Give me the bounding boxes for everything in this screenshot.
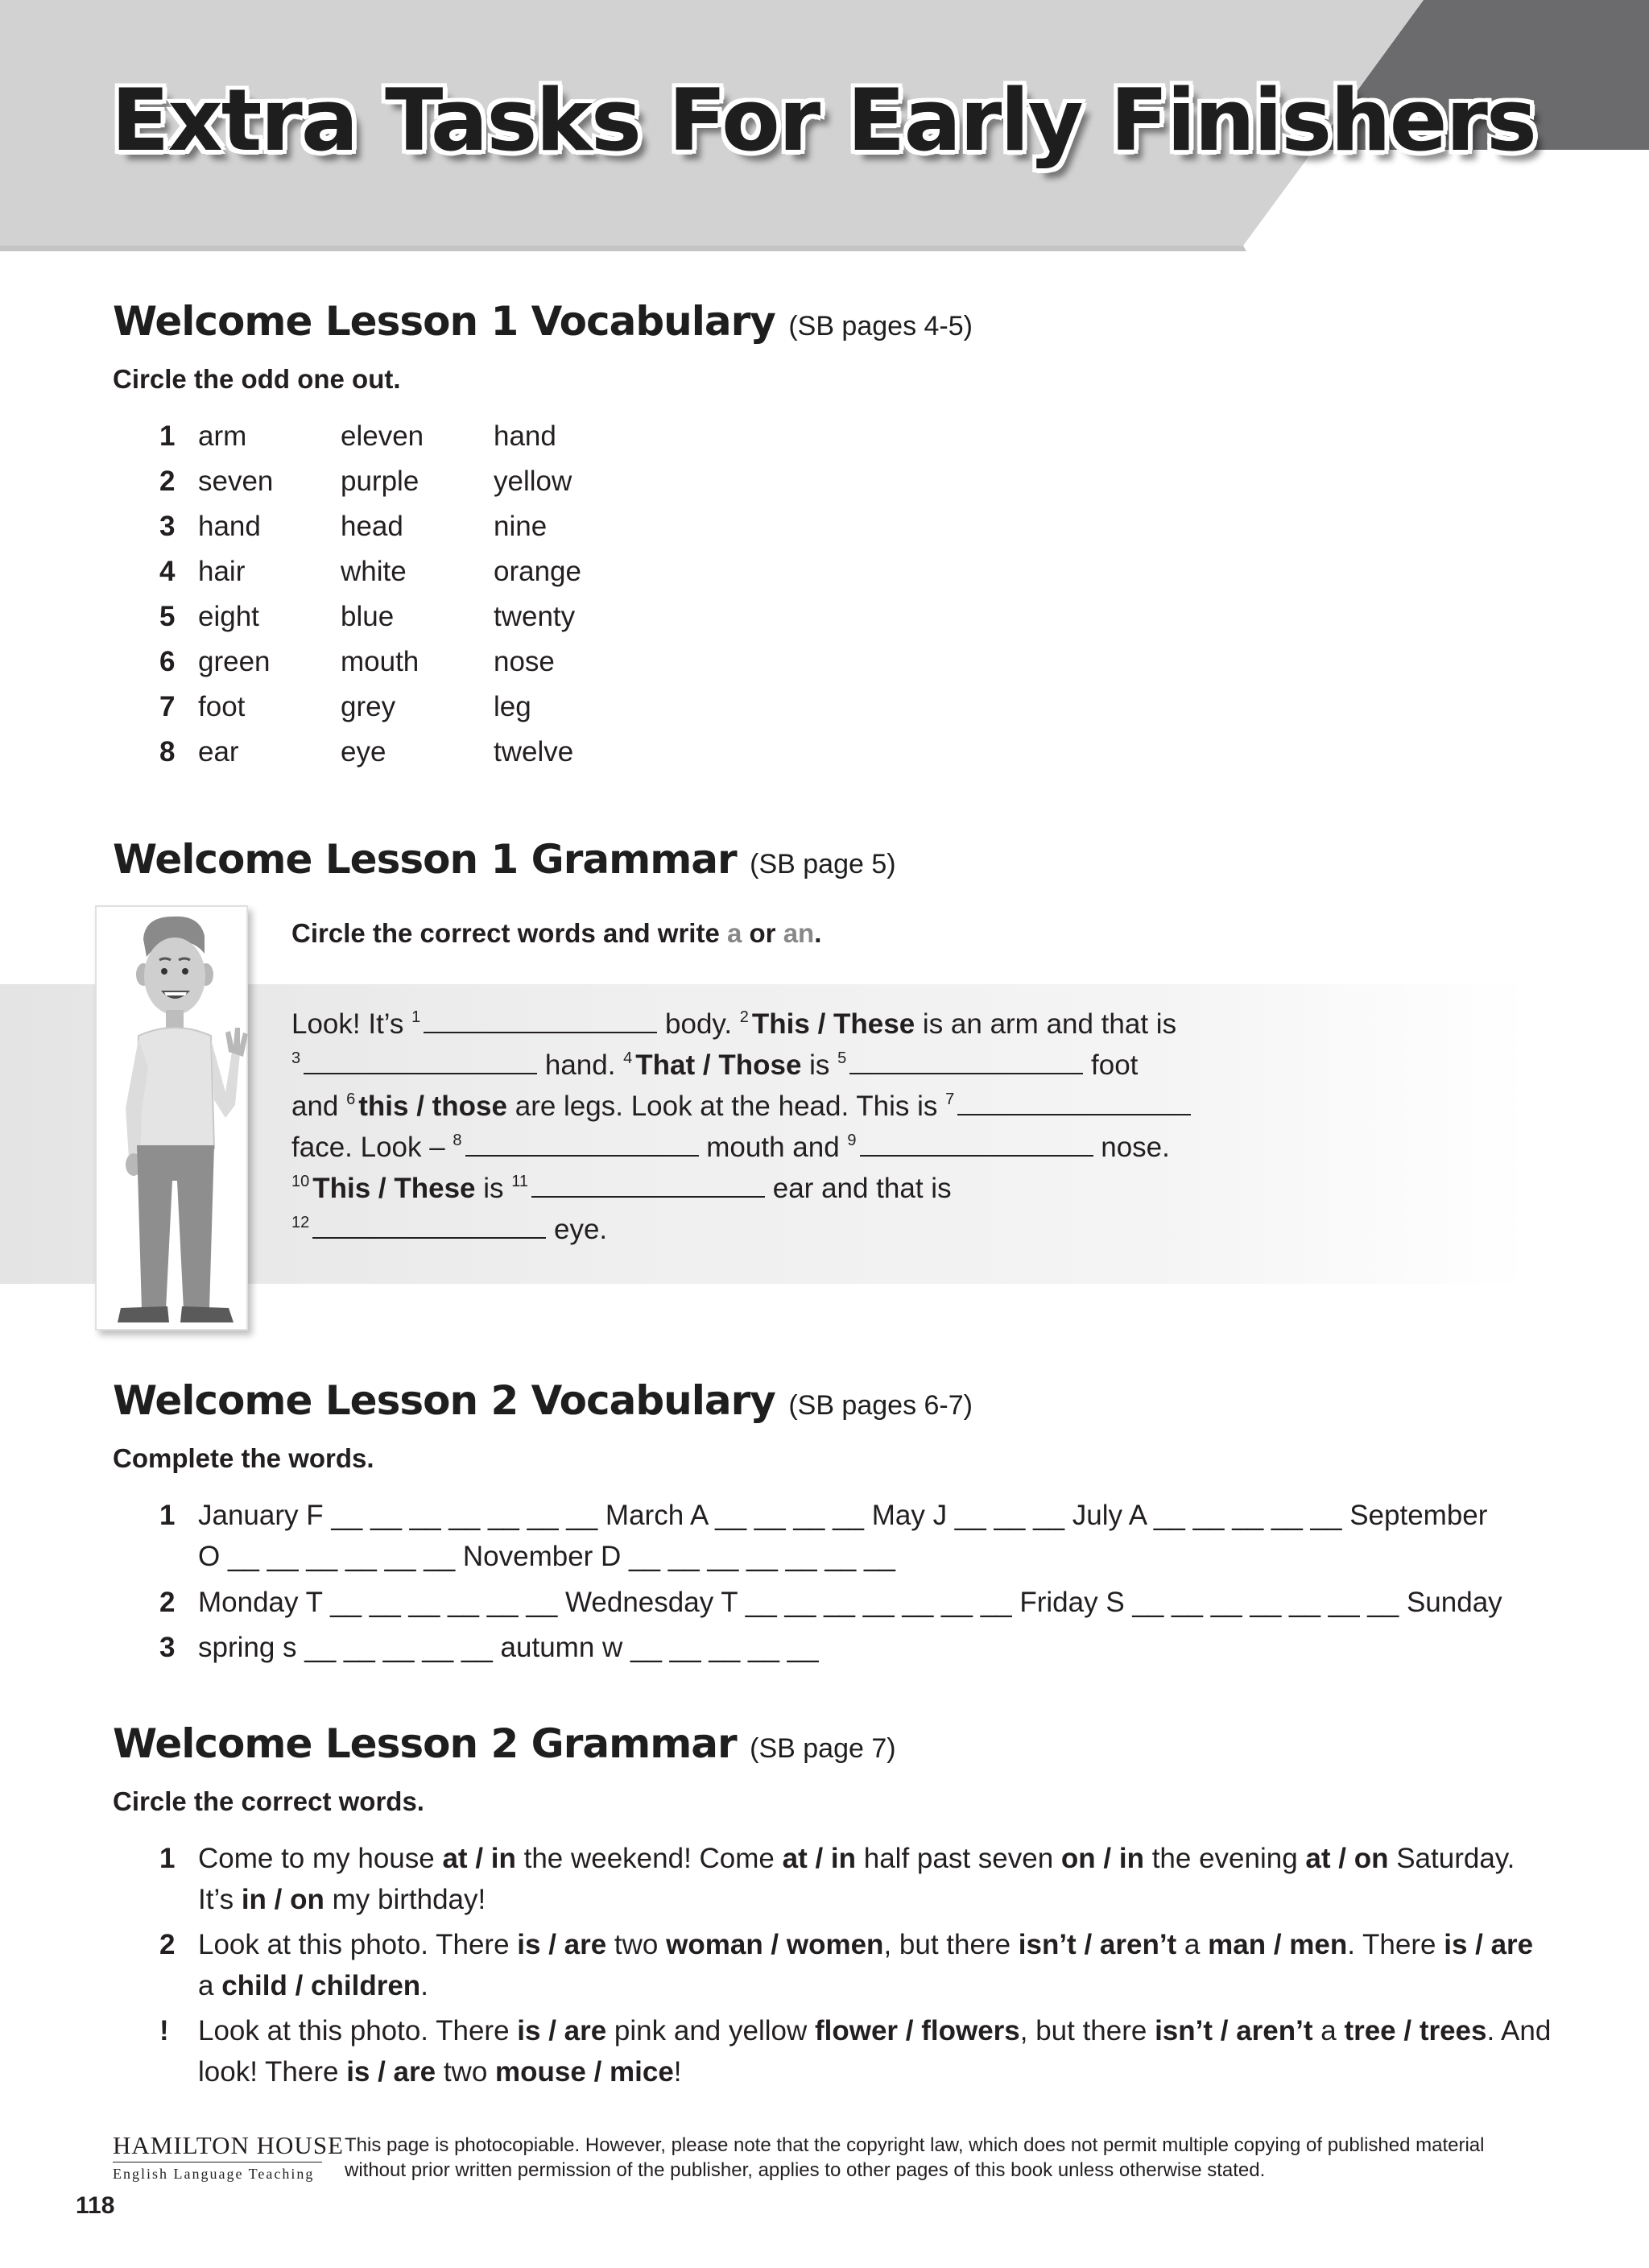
instruction-end: . bbox=[814, 918, 822, 948]
text: , but there bbox=[1019, 2015, 1155, 2047]
option-an: an bbox=[783, 918, 815, 948]
paragraph-line-2 bbox=[291, 1049, 1138, 1088]
word-option[interactable]: leg bbox=[494, 691, 531, 722]
item-number: 1 bbox=[159, 420, 176, 452]
word-option[interactable]: mouth bbox=[341, 646, 419, 677]
instruction-grammar2: Circle the correct words. bbox=[113, 1786, 424, 1816]
text: is an arm and that is bbox=[915, 1008, 1177, 1040]
publisher-name: HAMILTON HOUSE bbox=[113, 2131, 322, 2162]
gap-number: 3 bbox=[291, 1049, 301, 1067]
item-text: January F __ __ __ __ __ __ __ March A __ __ __ __ May J __ __ __ July A __ __ __ __ __ September bbox=[198, 1500, 1488, 1531]
item-text bbox=[198, 1843, 1515, 1875]
answer-blank[interactable] bbox=[860, 1132, 1093, 1157]
text: is bbox=[801, 1049, 838, 1081]
paragraph-line-1 bbox=[291, 1008, 1176, 1047]
text: Look at this photo. There bbox=[198, 1929, 518, 1960]
text: ear and that is bbox=[765, 1173, 952, 1204]
item-text: O __ __ __ __ __ __ November D __ __ __ __ __ __ __ bbox=[198, 1541, 895, 1572]
word-option[interactable]: foot bbox=[198, 691, 246, 722]
item-number: 6 bbox=[159, 646, 176, 677]
text: the weekend! Come bbox=[515, 1843, 783, 1874]
item-text: Monday T __ __ __ __ __ __ Wednesday T __ __ __ __ __ __ __ Friday S __ __ __ __ __ __ __ Sunday bbox=[198, 1587, 1502, 1618]
gap-number: 10 bbox=[291, 1173, 310, 1190]
item-number: 3 bbox=[159, 1632, 176, 1663]
item-number: 7 bbox=[159, 691, 176, 722]
word-option[interactable]: head bbox=[341, 511, 403, 542]
paragraph-line-5 bbox=[291, 1173, 952, 1211]
text: two bbox=[606, 1929, 667, 1960]
word-option[interactable]: green bbox=[198, 646, 271, 677]
word-option[interactable]: white bbox=[341, 556, 407, 587]
heading-text: Welcome Lesson 1 Grammar bbox=[113, 836, 737, 883]
word-choice[interactable]: isn’t / aren’t bbox=[1155, 2015, 1313, 2047]
text: and bbox=[291, 1091, 347, 1122]
item-number: 4 bbox=[159, 556, 176, 587]
word-option[interactable]: hand bbox=[494, 420, 556, 452]
gap-number: 7 bbox=[945, 1091, 955, 1108]
text: Look! It’s bbox=[291, 1008, 412, 1040]
answer-blank[interactable] bbox=[465, 1132, 699, 1157]
heading-text: Welcome Lesson 2 Grammar bbox=[113, 1720, 737, 1767]
text: . And bbox=[1486, 2015, 1552, 2047]
item-number: 5 bbox=[159, 601, 176, 632]
word-option[interactable]: twelve bbox=[494, 736, 574, 768]
item-number: 3 bbox=[159, 511, 176, 542]
item-text bbox=[198, 1884, 486, 1916]
text: my birthday! bbox=[324, 1884, 486, 1915]
word-choice[interactable]: is / are bbox=[517, 1929, 607, 1960]
sb-reference: (SB pages 4-5) bbox=[788, 311, 973, 341]
instruction-text: Circle the correct words and write bbox=[291, 918, 727, 948]
answer-blank[interactable] bbox=[424, 1009, 657, 1033]
gap-number: 8 bbox=[453, 1132, 462, 1149]
item-number: 1 bbox=[159, 1500, 176, 1531]
word-option[interactable]: purple bbox=[341, 466, 419, 497]
publisher-logo bbox=[113, 2131, 344, 2183]
publisher-subtitle: English Language Teaching bbox=[113, 2166, 315, 2182]
heading-text: Welcome Lesson 2 Vocabulary bbox=[113, 1377, 775, 1424]
item-text bbox=[198, 1970, 428, 2002]
word-choice[interactable]: That / Those bbox=[635, 1049, 802, 1081]
sb-reference: (SB pages 6-7) bbox=[788, 1390, 973, 1421]
word-option[interactable]: grey bbox=[341, 691, 396, 722]
item-text bbox=[198, 1929, 1533, 1961]
text: hand. bbox=[537, 1049, 624, 1081]
section-heading-grammar1 bbox=[113, 836, 896, 883]
word-choice[interactable]: This / These bbox=[751, 1008, 915, 1040]
text: the evening bbox=[1143, 1843, 1306, 1874]
answer-blank[interactable] bbox=[531, 1173, 765, 1198]
item-text: spring s __ __ __ __ __ autumn w __ __ __ __ __ bbox=[198, 1632, 819, 1663]
section-heading-grammar2 bbox=[113, 1720, 896, 1767]
text: , but there bbox=[883, 1929, 1019, 1960]
page-number: 118 bbox=[76, 2192, 115, 2219]
section-heading-vocab2 bbox=[113, 1377, 973, 1424]
gap-number: 12 bbox=[291, 1214, 310, 1231]
heading-text: Welcome Lesson 1 Vocabulary bbox=[113, 298, 775, 345]
text: Come to my house bbox=[198, 1843, 443, 1874]
text: a bbox=[1312, 2015, 1345, 2047]
text: face. Look – bbox=[291, 1132, 453, 1163]
title-banner bbox=[0, 0, 1649, 251]
word-choice[interactable]: is / are bbox=[517, 2015, 607, 2047]
text: foot bbox=[1083, 1049, 1139, 1081]
item-number: 2 bbox=[159, 466, 176, 497]
item-number: 2 bbox=[159, 1929, 176, 1960]
word-option[interactable]: nose bbox=[494, 646, 555, 677]
word-choice[interactable]: in / on bbox=[241, 1884, 324, 1915]
text: . There bbox=[1347, 1929, 1444, 1960]
word-option[interactable]: eight bbox=[198, 601, 259, 632]
page-title: Extra Tasks For Early Finishers bbox=[111, 71, 1535, 170]
word-option[interactable]: eleven bbox=[341, 420, 424, 452]
gap-number: 9 bbox=[847, 1132, 857, 1149]
word-option[interactable]: hair bbox=[198, 556, 246, 587]
item-number: 2 bbox=[159, 1587, 176, 1618]
text: eye. bbox=[546, 1214, 608, 1245]
instruction-or: or bbox=[742, 918, 783, 948]
word-choice[interactable]: woman / women bbox=[666, 1929, 884, 1960]
item-text bbox=[198, 2056, 682, 2088]
answer-blank[interactable] bbox=[312, 1215, 546, 1239]
item-number: ! bbox=[159, 2015, 169, 2047]
sb-reference: (SB page 7) bbox=[750, 1733, 896, 1764]
word-choice[interactable]: man / men bbox=[1208, 1929, 1348, 1960]
word-option[interactable]: ear bbox=[198, 736, 239, 768]
answer-blank[interactable] bbox=[849, 1050, 1083, 1074]
answer-blank[interactable] bbox=[304, 1050, 537, 1074]
word-option[interactable]: arm bbox=[198, 420, 247, 452]
text: pink and yellow bbox=[606, 2015, 815, 2047]
word-option[interactable]: eye bbox=[341, 736, 386, 768]
word-choice[interactable]: at / in bbox=[442, 1843, 516, 1874]
word-choice[interactable]: is / are bbox=[1444, 1929, 1534, 1960]
waving-boy-icon bbox=[97, 907, 250, 1332]
text: . bbox=[420, 1970, 428, 2001]
gap-number: 11 bbox=[511, 1173, 529, 1190]
word-choice[interactable]: this / those bbox=[358, 1091, 507, 1122]
word-option[interactable]: yellow bbox=[494, 466, 572, 497]
word-option[interactable]: seven bbox=[198, 466, 274, 497]
item-number: 1 bbox=[159, 1843, 176, 1874]
text: ! bbox=[673, 2056, 682, 2088]
word-choice[interactable]: This / These bbox=[312, 1173, 476, 1204]
text: Saturday. bbox=[1388, 1843, 1515, 1874]
word-choice[interactable]: isn’t / aren’t bbox=[1018, 1929, 1177, 1960]
answer-blank[interactable] bbox=[957, 1091, 1191, 1115]
gap-number: 4 bbox=[623, 1049, 633, 1067]
word-choice[interactable]: tree / trees bbox=[1344, 2015, 1487, 2047]
word-choice[interactable]: mouse / mice bbox=[495, 2056, 674, 2088]
instruction-vocab1: Circle the odd one out. bbox=[113, 364, 401, 394]
text: look! There bbox=[198, 2056, 347, 2088]
option-a: a bbox=[727, 918, 742, 948]
text: a bbox=[1176, 1929, 1209, 1960]
text: is bbox=[475, 1173, 512, 1204]
paragraph-line-4 bbox=[291, 1132, 1170, 1170]
word-choice[interactable]: at / on bbox=[1305, 1843, 1389, 1874]
word-option[interactable]: twenty bbox=[494, 601, 576, 632]
gap-number: 6 bbox=[346, 1091, 356, 1108]
item-number: 8 bbox=[159, 736, 176, 768]
text: body. bbox=[657, 1008, 740, 1040]
text: Look at this photo. There bbox=[198, 2015, 518, 2047]
word-option[interactable]: blue bbox=[341, 601, 395, 632]
item-text bbox=[198, 2015, 1551, 2047]
text: are legs. Look at the head. This is bbox=[507, 1091, 946, 1122]
word-choice[interactable]: on / in bbox=[1060, 1843, 1144, 1874]
gap-number: 5 bbox=[837, 1049, 847, 1067]
text: nose. bbox=[1093, 1132, 1170, 1163]
copyright-note: This page is photocopiable. However, please note that the copyright law, which does not permit multiple copying of published material without prior written permission of the publisher, applies to other pages of this book unless otherwise stated. bbox=[345, 2134, 1485, 2181]
text: mouth and bbox=[698, 1132, 848, 1163]
sb-reference: (SB page 5) bbox=[750, 849, 896, 879]
word-choice[interactable]: flower / flowers bbox=[814, 2015, 1020, 2047]
gap-number: 2 bbox=[739, 1008, 749, 1026]
word-choice[interactable]: is / are bbox=[346, 2056, 436, 2088]
word-option[interactable]: hand bbox=[198, 511, 261, 542]
gap-number: 1 bbox=[411, 1008, 421, 1026]
boy-illustration bbox=[95, 905, 248, 1331]
word-option[interactable]: nine bbox=[494, 511, 548, 542]
word-option[interactable]: orange bbox=[494, 556, 581, 587]
instruction-vocab2: Complete the words. bbox=[113, 1443, 374, 1473]
text: half past seven bbox=[856, 1843, 1061, 1874]
word-choice[interactable]: child / children bbox=[221, 1970, 421, 2001]
text: two bbox=[436, 2056, 496, 2088]
text: a bbox=[198, 1970, 222, 2001]
section-heading-vocab1 bbox=[113, 298, 973, 345]
word-choice[interactable]: at / in bbox=[782, 1843, 857, 1874]
text: It’s bbox=[198, 1884, 242, 1915]
paragraph-line-6 bbox=[291, 1214, 607, 1252]
paragraph-line-3 bbox=[291, 1091, 1191, 1129]
instruction-grammar1 bbox=[291, 918, 821, 949]
